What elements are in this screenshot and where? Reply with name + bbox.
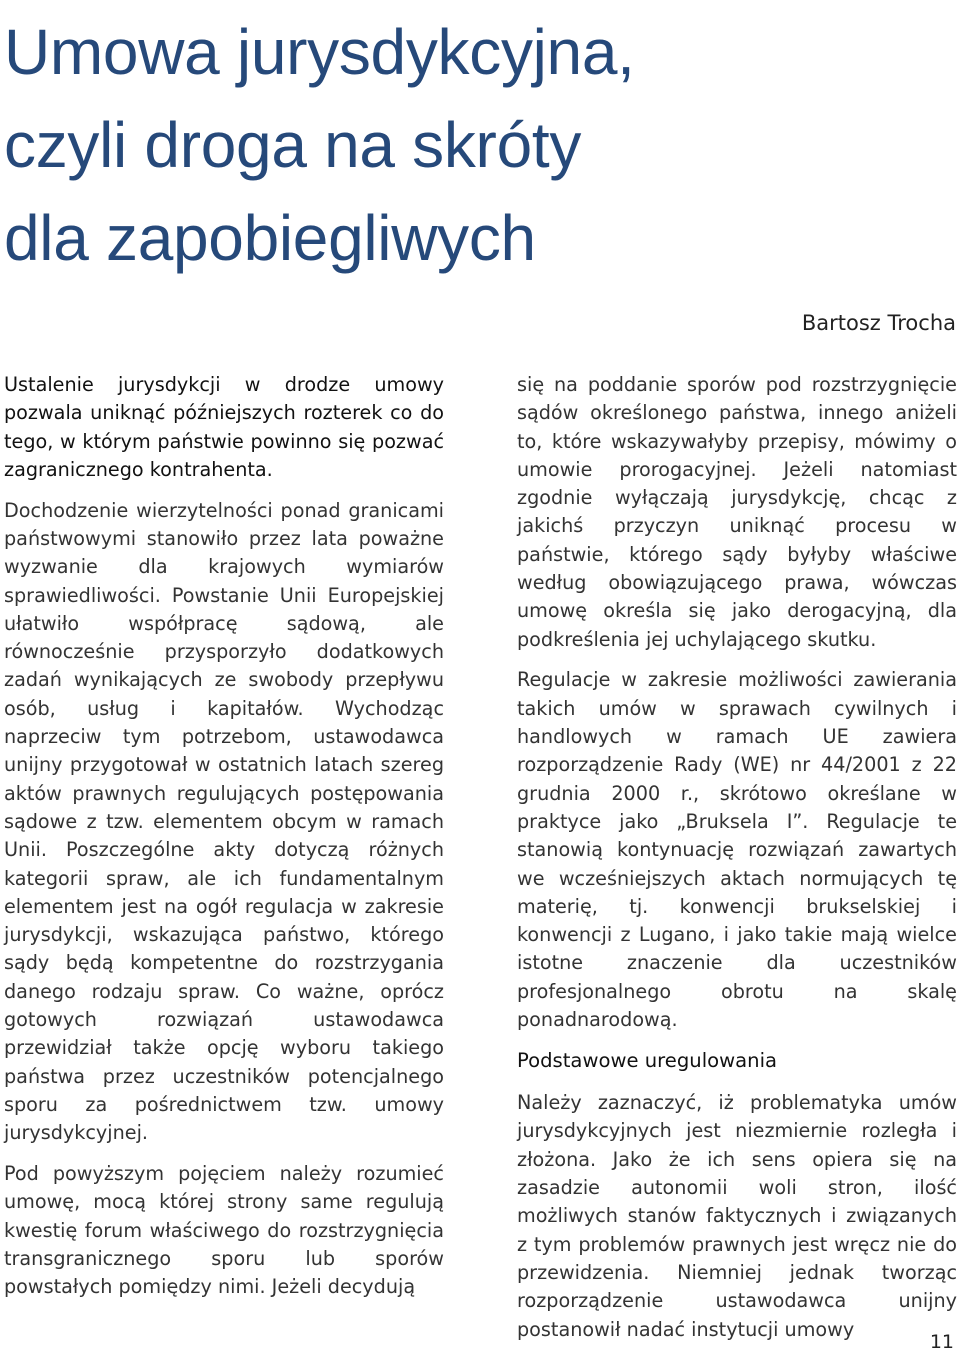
section-heading: Podstawowe uregulowania bbox=[517, 1048, 778, 1072]
author-name: Bartosz Trocha bbox=[801, 311, 956, 335]
page-number: 11 bbox=[929, 1331, 954, 1353]
title-line-1: Umowa jurysdykcyjna, bbox=[4, 16, 635, 88]
title-line-3: dla zapobiegliwych bbox=[4, 202, 536, 274]
body-paragraph: się na poddanie sporów pod rozstrzygnięcie sądów określonego państwa, innego aniżeli to, które wskazywałyby przepisy, mówimy o umowie prorogacyjnej. Jeżeli natomiast zgodnie wyłączają jurysdykcję, chcąc z jakichś przyczyn uniknąć procesu w państwie, którego sądy byłyby właściwe według obowiązującego prawa, wówczas umowę określa się jako derogacyjną, dla podkreślenia jej uchylającego skutku. bbox=[517, 373, 957, 651]
left-column bbox=[4, 371, 444, 1314]
body-paragraph: Regulacje w zakresie możliwości zawierania takich umów w sprawach cywilnych i handlowych w ramach UE zawiera rozporządzenie Rady (WE) nr 44/2001 z 22 grudnia 2000 r., skrótowo określane w praktyce jako „Bruksela I”. Regulacje te stanowią kontynuację rozwiązań zawartych we wcześniejszych aktach normujących tę materię, tj. konwencji brukselskiej i konwencji z Lugano, i jako takie mają wielce istotne znaczenie dla uczestników profesjonalnego obrotu na skalę ponadnarodową. bbox=[517, 668, 957, 1032]
article-title bbox=[4, 6, 635, 285]
title-line-2: czyli droga na skróty bbox=[4, 109, 582, 181]
body-paragraph: Pod powyższym pojęciem należy rozumieć umowę, mocą której strony same regulują kwestię forum właściwego do rozstrzygnięcia transgranicznego sporu lub sporów powstałych pomiędzy nimi. Jeżeli decydują bbox=[4, 1162, 444, 1299]
body-paragraph: Dochodzenie wierzytelności ponad granicami państwowymi stanowiło przez lata poważne wyzwanie dla krajowych wymiarów sprawiedliwości. Powstanie Unii Europejskiej ułatwiło współpracę sądową, ale równocześnie przysporzyło dodatkowych zadań wynikających ze swobody przepływu osób, usług i kapitałów. Wychodząc naprzeciw tym potrzebom, ustawodawca unijny przygotował w ostatnich latach szereg aktów prawnych regulujących postępowania sądowe z tzw. elementem obcym w ramach Unii. Poszczególne akty dotyczą różnych kategorii spraw, ale ich fundamentalnym elementem jest na ogół regulacja w zakresie jurysdykcji, wskazująca państwo, którego sądy będą kompetentne do rozstrzygania danego rodzaju spraw. Co ważne, oprócz gotowych rozwiązań ustawodawca przewidział także opcję wyboru takiego państwa przez uczestników potencjalnego sporu za pośrednictwem tzw. umowy jurysdykcyjnej. bbox=[4, 498, 444, 1145]
lead-paragraph: Ustalenie jurysdykcji w drodze umowy pozwala uniknąć późniejszych rozterek co do tego, w którym państwie powinno się pozwać zagranicznego kontrahenta. bbox=[4, 373, 444, 481]
body-paragraph: Należy zaznaczyć, iż problematyka umów jurysdykcyjnych jest niezmiernie rozległa i złożona. Jako że ich sens opiera się na zasadzie autonomii woli stron, ilość możliwych stanów faktycznych i związanych z tym problemów prawnych jest wręcz nie do przewidzenia. Niemniej jednak tworząc rozporządzenie ustawodawca unijny postanowił nadać instytucji umowy bbox=[517, 1091, 957, 1341]
right-column bbox=[517, 371, 957, 1356]
